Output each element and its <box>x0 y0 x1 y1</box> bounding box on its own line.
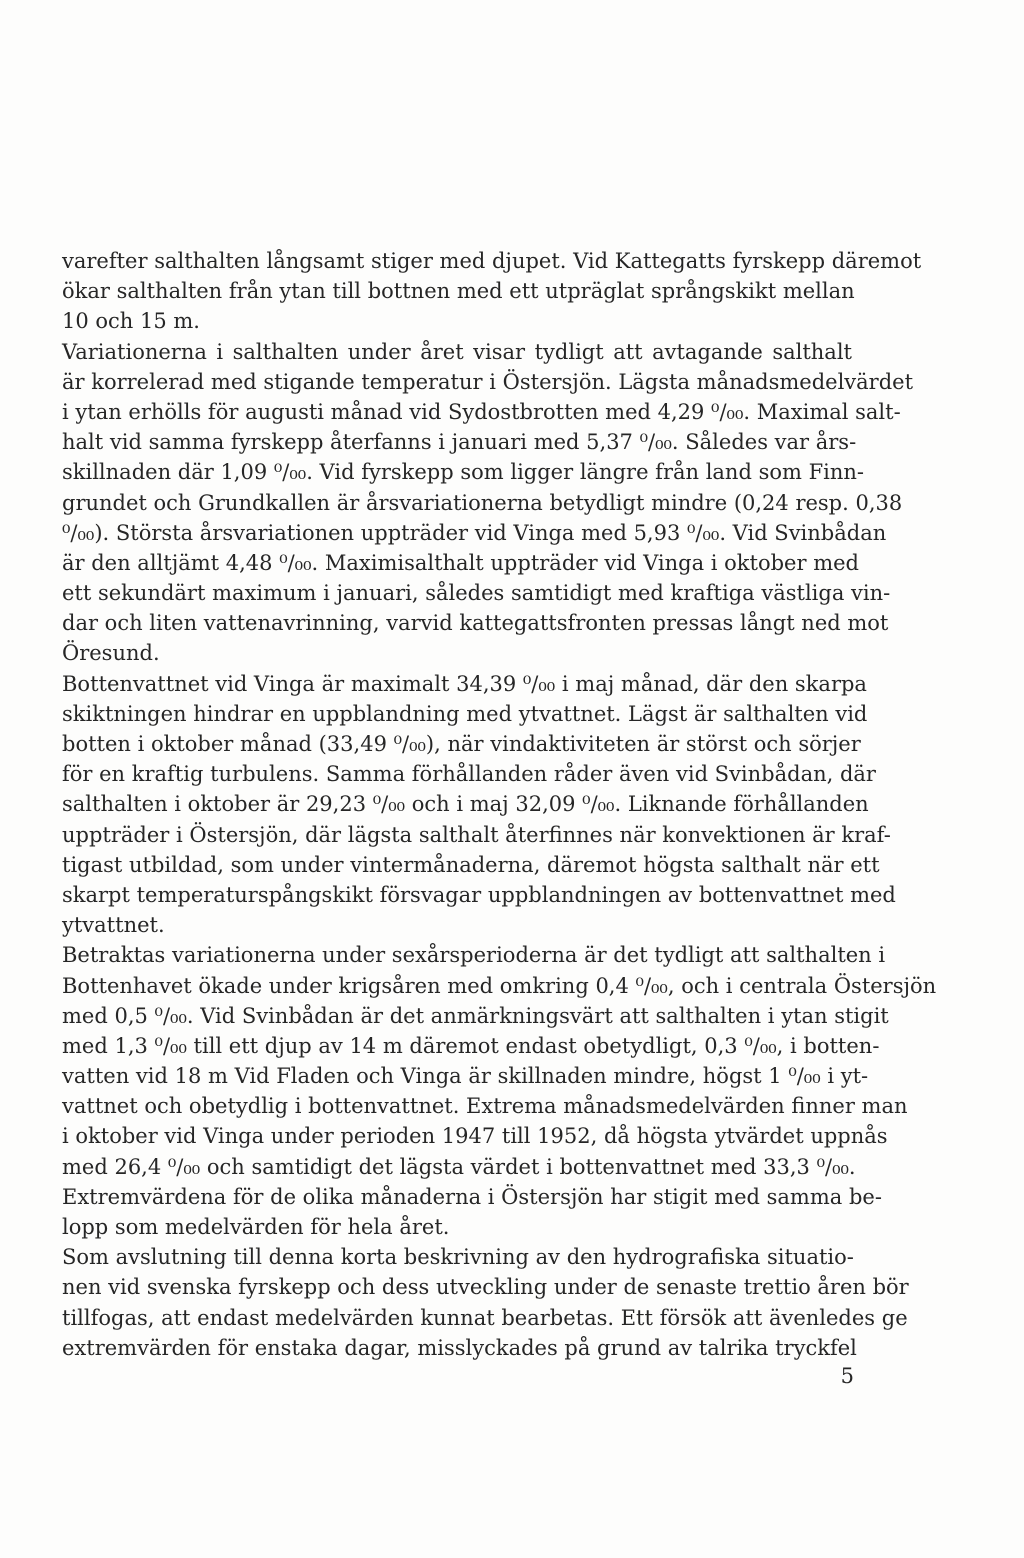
text-line: tillfogas, att endast medelvärden kunnat bearbetas. Ett försök att ävenledes ge <box>62 1305 908 1330</box>
text-line: med 1,3 ⁰/₀₀ till ett djup av 14 m däremot endast obetydligt, 0,3 ⁰/₀₀, i botten- <box>62 1033 880 1058</box>
text-line: Som avslutning till denna korta beskrivning av den hydrografiska situatio- <box>62 1245 854 1270</box>
text-line: botten i oktober månad (33,49 ⁰/₀₀), när vindaktiviteten är störst och sörjer <box>62 732 861 756</box>
text-line: uppträder i Östersjön, där lägsta salthalt återfinnes när konvektionen är kraf- <box>62 822 891 847</box>
text-line: Bottenvattnet vid Vinga är maximalt 34,39 ⁰/₀₀ i maj månad, där den skarpa <box>62 671 867 696</box>
text-line: skiktningen hindrar en uppblandning med ytvattnet. Lägst är salthalten vid <box>62 701 868 726</box>
body-text <box>62 246 937 1363</box>
text-line: 10 och 15 m. <box>62 309 200 334</box>
text-line: varefter salthalten långsamt stiger med djupet. Vid Kattegatts fyrskepp däremot <box>62 249 922 273</box>
page-number: 5 <box>840 1364 854 1388</box>
text-line: med 26,4 ⁰/₀₀ och samtidigt det lägsta värdet i bottenvattnet med 33,3 ⁰/₀₀. <box>62 1154 856 1179</box>
text-line: i oktober vid Vinga under perioden 1947 till 1952, då högsta ytvärdet uppnås <box>62 1124 888 1149</box>
text-line: är den alltjämt 4,48 ⁰/₀₀. Maximisalthalt uppträder vid Vinga i oktober med <box>62 550 859 575</box>
text-line: ökar salthalten från ytan till bottnen med ett utpräglat språngskikt mellan <box>62 279 855 304</box>
text-line: Extremvärdena för de olika månaderna i Östersjön har stigit med samma be- <box>62 1184 882 1209</box>
text-line: nen vid svenska fyrskepp och dess utveckling under de senaste trettio åren bör <box>62 1275 909 1300</box>
text-line: lopp som medelvärden för hela året. <box>62 1215 450 1239</box>
text-line: dar och liten vattenavrinning, varvid kattegattsfronten pressas långt ned mot <box>62 611 889 636</box>
text-line: ytvattnet. <box>62 913 165 938</box>
text-line: skarpt temperaturspångskikt försvagar uppblandningen av bottenvattnet med <box>62 882 896 907</box>
text-line: är korrelerad med stigande temperatur i Östersjön. Lägsta månadsmedelvärdet <box>62 369 914 394</box>
text-line: ett sekundärt maximum i januari, således samtidigt med kraftiga västliga vin- <box>62 581 891 606</box>
text-line: Variationerna i salthalten under året visar tydligt att avtagande salthalt <box>62 339 852 364</box>
text-line: för en kraftig turbulens. Samma förhållanden råder även vid Svinbådan, där <box>62 762 876 787</box>
text-line: vatten vid 18 m Vid Fladen och Vinga är skillnaden mindre, högst 1 ⁰/₀₀ i yt- <box>62 1064 869 1089</box>
text-line: extremvärden för enstaka dagar, misslyckades på grund av talrika tryckfel <box>62 1335 857 1360</box>
text-line: i ytan erhölls för augusti månad vid Sydostbrotten med 4,29 ⁰/₀₀. Maximal salt- <box>62 399 901 424</box>
text-line: tigast utbildad, som under vintermånaderna, däremot högsta salthalt när ett <box>62 852 880 877</box>
text-line: ⁰/₀₀). Största årsvariationen uppträder vid Vinga med 5,93 ⁰/₀₀. Vid Svinbådan <box>62 520 887 545</box>
text-line: vattnet och obetydlig i bottenvattnet. Extrema månadsmedelvärden finner man <box>62 1094 908 1119</box>
text-line: skillnaden där 1,09 ⁰/₀₀. Vid fyrskepp som ligger längre från land som Finn- <box>62 460 865 485</box>
text-line: salthalten i oktober är 29,23 ⁰/₀₀ och i maj 32,09 ⁰/₀₀. Liknande förhållanden <box>62 792 869 817</box>
text-line: Öresund. <box>62 641 160 666</box>
text-line: halt vid samma fyrskepp återfanns i januari med 5,37 ⁰/₀₀. Således var års- <box>62 430 857 455</box>
text-line: med 0,5 ⁰/₀₀. Vid Svinbådan är det anmärkningsvärt att salthalten i ytan stigit <box>62 1003 889 1028</box>
text-line: Betraktas variationerna under sexårsperioderna är det tydligt att salthalten i <box>62 943 886 968</box>
text-line: grundet och Grundkallen är årsvariationerna betydligt mindre (0,24 resp. 0,38 <box>62 490 903 515</box>
text-line: Bottenhavet ökade under krigsåren med omkring 0,4 ⁰/₀₀, och i centrala Östersjön <box>62 973 937 998</box>
